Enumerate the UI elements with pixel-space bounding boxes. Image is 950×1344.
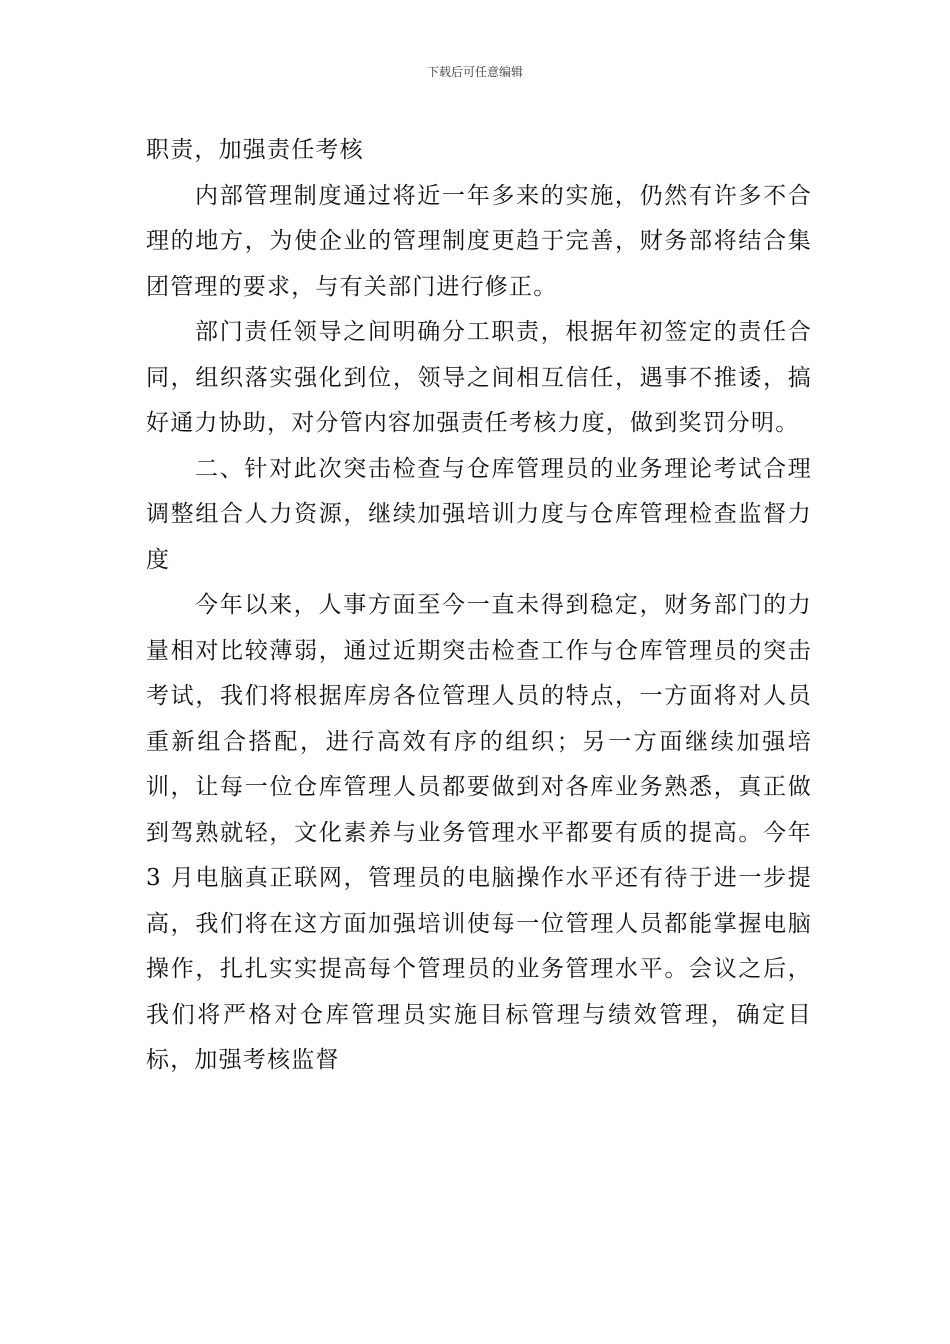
paragraph-3: 部门责任领导之间明确分工职责，根据年初签定的责任合同，组织落实强化到位，领导之间相互信任，遇事不推诿，搞好通力协助，对分管内容加强责任考核力度，做到奖罚分明。	[146, 319, 812, 436]
paragraph-5: 今年以来，人事方面至今一直未得到稳定，财务部门的力量相对比较薄弱，通过近期突击检查工作与仓库管理员的突击考试，我们将根据库房各位管理人员的特点，一方面将对人员重新组合搭配，进行高效有序的组织；另一方面继续加强培训，让每一位仓库管理人员都要做到对各库业务熟悉，真正做到驾熟就轻，文化素养与业务管理水平都要有质的提高。今年 3 月电脑真正联网，管理员的电脑操作水平还有待于进一步提高，我们将在这方面加强培训使每一位管理人员都能掌握电脑操作，扎扎实实提高每个管理员的业务管理水平。会议之后，我们将严格对仓库管理员实施目标管理与绩效管理，确定目标，加强考核监督	[146, 592, 812, 1073]
paragraph-1: 职责，加强责任考核	[146, 137, 364, 163]
paragraph-2: 内部管理制度通过将近一年多来的实施，仍然有许多不合理的地方，为使企业的管理制度更趋于完善，财务部将结合集团管理的要求，与有关部门进行修正。	[146, 182, 812, 300]
page-header: 下载后可任意编辑	[426, 65, 523, 79]
paragraph-4: 二、针对此次突击检查与仓库管理员的业务理论考试合理调整组合人力资源，继续加强培训力度与仓库管理检查监督力度	[146, 455, 812, 573]
document-body	[146, 128, 812, 1084]
